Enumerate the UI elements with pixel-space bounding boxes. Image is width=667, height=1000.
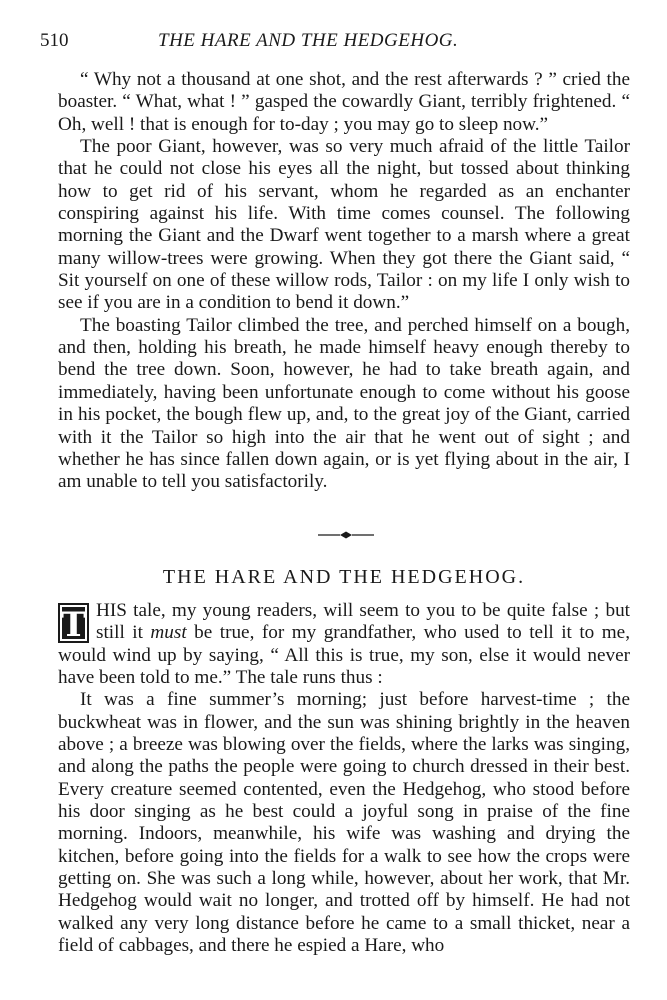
paragraph: The poor Giant, however, was so very much afraid of the little Tailor that he could not close his eyes all the night, but tossed about thinking how to get rid of his servant, whom he regarded as an enchanter conspiring against his life. With time comes counsel. The following morning the Giant and the Dwarf went together to a marsh where a great many willow-trees were growing. When they got there the Giant said, “ Sit yourself on one of these willow rods, Tailor : on my life I only wish to see if you are in a condition to bend it down.” [58, 136, 630, 314]
section-title: THE HARE AND THE HEDGEHOG. [162, 566, 526, 588]
paragraph: “ Why not a thousand at one shot, and the rest afterwards ? ” cried the boaster. “ What, what ! ” gasped the cowardly Giant, terribly frightened. “ Oh, well ! that is enough for to-day ; you may go to sleep now.” [58, 69, 630, 135]
intro-text-part: HIS tale, my young readers, will seem to you to be quite false ; but still it [96, 600, 630, 644]
story-text [58, 600, 630, 958]
intro-paragraph [58, 600, 630, 689]
section-divider-ornament [316, 529, 376, 541]
drop-cap-initial: T [58, 603, 89, 643]
page-number: 510 [40, 30, 69, 51]
running-head [40, 30, 628, 58]
emphasized-word: must [150, 622, 187, 644]
running-title: THE HARE AND THE HEDGEHOG. [158, 30, 459, 51]
paragraph: The boasting Tailor climbed the tree, and perched himself on a bough, and then, holding his breath, he made himself heavy enough thereby to bend the tree down. Soon, however, he had to take breath again, and immediately, having been unfortunate enough to come without his goose in his pocket, the bough flew up, and, to the great joy of the Giant, carried with it the Tailor so high into the air that he went out of sight ; and whether he has since fallen down again, or is yet flying about in the air, I am unable to tell you satisfactorily. [58, 314, 630, 493]
paragraph: It was a fine summer’s morning; just before harvest-time ; the buckwheat was in flower, and the sun was shining brightly in the heaven above ; a breeze was blowing over the fields, where the larks was singing, and along the paths the people were going to church dressed in their best. Every creature seemed contented, even the Hedgehog, who stood before his door singing as he best could a joyful song in praise of the fine morning. Indoors, meanwhile, his wife was washing and drying the kitchen, before going into the fields for a walk to see how the crops were getting on. She was such a long while, however, about her work, that Mr. Hedgehog would wait no longer, and trotted off by himself. He had not walked any very long distance before he came to a small thicket, near a field of cabbages, and there he espied a Hare, who [58, 689, 630, 957]
previous-story-text [58, 69, 630, 494]
intro-text-part: be true, for my grandfather, who used to tell it to me, would wind up by saying, “ All this is true, my son, else it would never have been told to me.” The tale runs thus : [58, 622, 630, 689]
